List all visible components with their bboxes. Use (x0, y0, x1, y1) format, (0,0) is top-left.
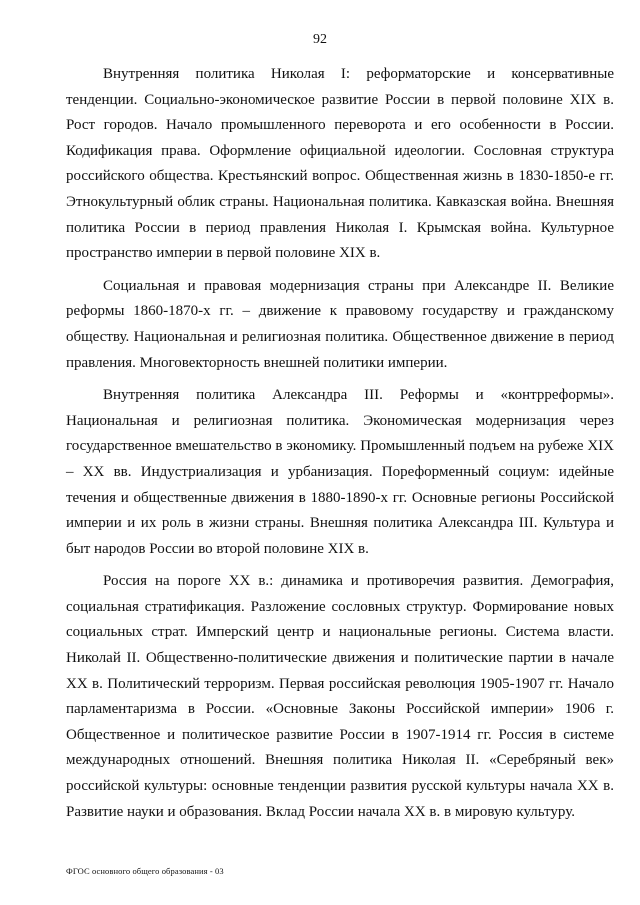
page-footer: ФГОС основного общего образования - 03 (66, 866, 224, 876)
page-body (66, 62, 614, 832)
paragraph-alexander-iii: Внутренняя политика Александра III. Реформы и «контрреформы». Национальная и религиозная политика. Экономическая модернизация через государственное вмешательство в экономику. Промышленный подъем на рубеже XIX – XX вв. Индустриализация и урбанизация. Пореформенный социум: идейные течения и общественные движения в 1880-1890-х гг. Основные регионы Российской империи и их роль в жизни страны. Внешняя политика Александра III. Культура и быт народов России во второй половине XIX в. (66, 387, 614, 557)
paragraph-russia-xx-century: Россия на пороге XX в.: динамика и противоречия развития. Демография, социальная стратификация. Разложение сословных структур. Формирование новых социальных страт. Имперский центр и национальные регионы. Система власти. Николай II. Общественно-политические движения и политические партии в начале XX в. Политический терроризм. Первая российская революция 1905-1907 гг. Начало парламентаризма в России. «Основные Законы Российской империи» 1906 г. Общественное и политическое развитие России в 1907-1914 гг. Россия в системе международных отношений. Внешняя политика Николая II. «Серебряный век» российской культуры: основные тенденции развития русской культуры начала XX в. Развитие науки и образования. Вклад России начала XX в. в мировую культуру. (66, 573, 614, 820)
paragraph-alexander-ii: Социальная и правовая модернизация страны при Александре II. Великие реформы 1860-1870-х гг. – движение к правовому государству и гражданскому обществу. Национальная и религиозная политика. Общественное движение в период правления. Многовекторность внешней политики империи. (66, 277, 614, 371)
paragraph-nicholas-i: Внутренняя политика Николая I: реформаторские и консервативные тенденции. Социально-экономическое развитие России в первой половине XIX в. Рост городов. Начало промышленного переворота и его особенности в России. Кодификация права. Оформление официальной идеологии. Сословная структура российского общества. Крестьянский вопрос. Общественная жизнь в 1830-1850-е гг. Этнокультурный облик страны. Национальная политика. Кавказская война. Внешняя политика России в период правления Николая I. Крымская война. Культурное пространство империи в первой половине XIX в. (66, 66, 614, 262)
page-number: 92 (313, 32, 327, 47)
